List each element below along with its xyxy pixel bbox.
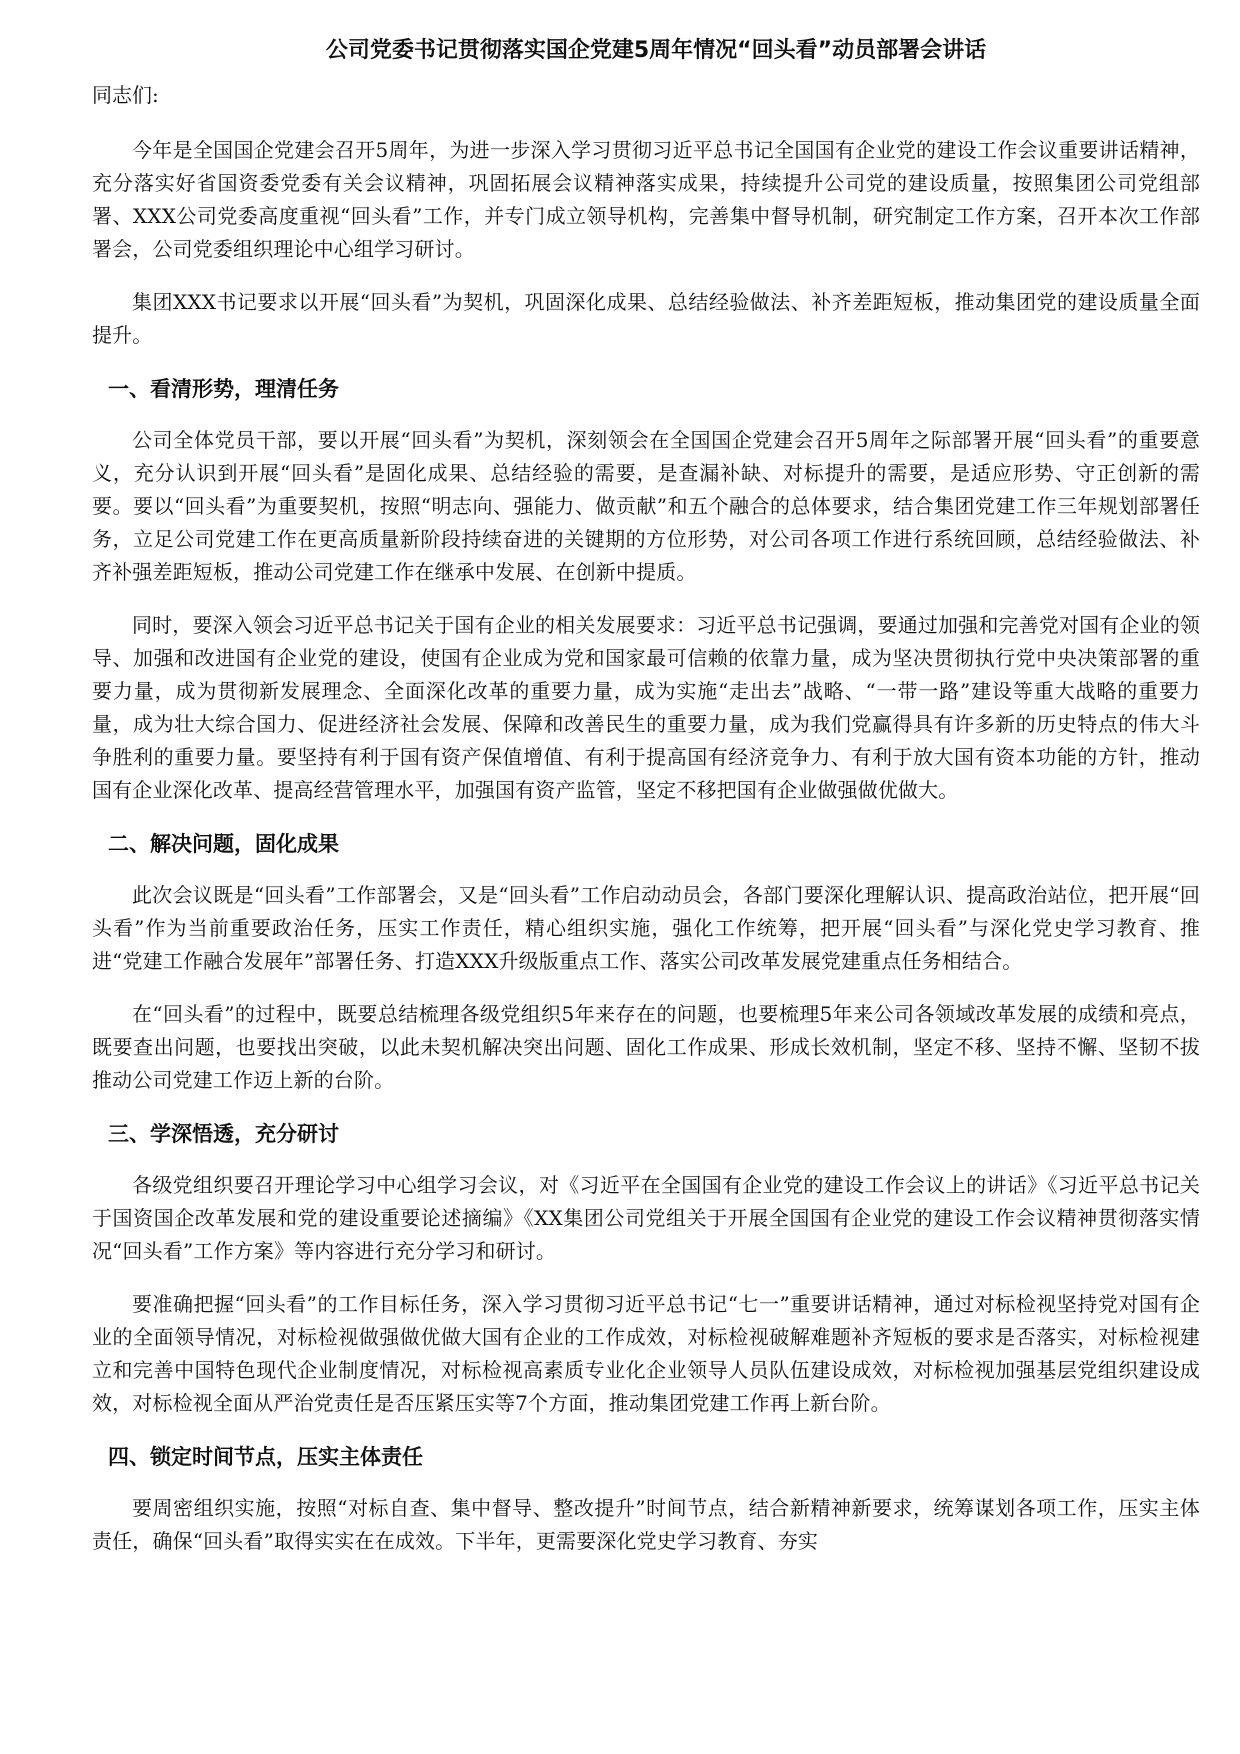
salutation: 同志们: <box>92 83 159 107</box>
section-3-heading: 三、学深悟透，充分研讨 <box>108 1122 339 1146</box>
section-3-paragraph-2: 要准确把握“回头看”的工作目标任务，深入学习贯彻习近平总书记“七一”重要讲话精神，通过对标检视坚持党对国有企业的全面领导情况，对标检视做强做优做大国有企业的工作成效，对标检视破解难题补齐短板的要求是否落实，对标检视建立和完善中国特色现代企业制度情况，对标检视高素质专业化企业领导人员队伍建设成效，对标检视加强基层党组织建设成效，对标检视全面从严治党责任是否压紧压实等7个方面，推动集团党建工作再上新台阶。 <box>92 1292 1200 1415</box>
intro-paragraph-1: 今年是全国国企党建会召开5周年，为进一步深入学习贯彻习近平总书记全国国有企业党的建设工作会议重要讲话精神，充分落实好省国资委党委有关会议精神，巩固拓展会议精神落实成果，持续提升公司党的建设质量，按照集团公司党组部署、XXX公司党委高度重视“回头看”工作，并专门成立领导机构，完善集中督导机制，研究制定工作方案，召开本次工作部署会，公司党委组织理论中心组学习研讨。 <box>92 138 1200 261</box>
section-1-paragraph-1: 公司全体党员干部，要以开展“回头看”为契机，深刻领会在全国国企党建会召开5周年之际部署开展“回头看”的重要意义，充分认识到开展“回头看”是固化成果、总结经验的需要，是查漏补缺、对标提升的需要，是适应形势、守正创新的需要。要以“回头看”为重要契机，按照“明志向、强能力、做贡献”和五个融合的总体要求，结合集团党建工作三年规划部署任务，立足公司党建工作在更高质量新阶段持续奋进的关键期的方位形势，对公司各项工作进行系统回顾，总结经验做法、补齐补强差距短板，推动公司党建工作在继承中发展、在创新中提质。 <box>92 428 1200 584</box>
section-2-paragraph-2: 在“回头看”的过程中，既要总结梳理各级党组织5年来存在的问题，也要梳理5年来公司各领域改革发展的成绩和亮点，既要查出问题，也要找出突破，以此未契机解决突出问题、固化工作成果、形成长效机制，坚定不移、坚持不懈、坚韧不拔推动公司党建工作迈上新的台阶。 <box>92 1002 1200 1092</box>
section-1-heading: 一、看清形势，理清任务 <box>108 377 339 401</box>
section-4-heading: 四、锁定时间节点，压实主体责任 <box>108 1445 423 1469</box>
section-2-heading: 二、解决问题，固化成果 <box>108 832 339 856</box>
document-title: 公司党委书记贯彻落实国企党建5周年情况“回头看”动员部署会讲话 <box>325 38 987 63</box>
section-3-paragraph-1: 各级党组织要召开理论学习中心组学习会议，对《习近平在全国国有企业党的建设工作会议上的讲话》《习近平总书记关于国资国企改革发展和党的建设重要论述摘编》《XX集团公司党组关于开展全国国有企业党的建设工作会议精神贯彻落实情况“回头看”工作方案》等内容进行充分学习和研讨。 <box>92 1173 1200 1263</box>
section-1-paragraph-2: 同时，要深入领会习近平总书记关于国有企业的相关发展要求：习近平总书记强调，要通过加强和完善党对国有企业的领导、加强和改进国有企业党的建设，使国有企业成为党和国家最可信赖的依靠力量，成为坚决贯彻执行党中央决策部署的重要力量，成为贯彻新发展理念、全面深化改革的重要力量，成为实施“走出去”战略、“一带一路”建设等重大战略的重要力量，成为壮大综合国力、促进经济社会发展、保障和改善民生的重要力量，成为我们党赢得具有许多新的历史特点的伟大斗争胜利的重要力量。要坚持有利于国有资产保值增值、有利于提高国有经济竞争力、有利于放大国有资本功能的方针，推动国有企业深化改革、提高经营管理水平，加强国有资产监管，坚定不移把国有企业做强做优做大。 <box>92 613 1200 802</box>
section-4-paragraph-1: 要周密组织实施，按照“对标自查、集中督导、整改提升”时间节点，结合新精神新要求，统筹谋划各项工作，压实主体责任，确保“回头看”取得实实在在成效。下半年，更需要深化党史学习教育、夯实 <box>92 1496 1200 1553</box>
intro-paragraph-2: 集团XXX书记要求以开展“回头看”为契机，巩固深化成果、总结经验做法、补齐差距短板，推动集团党的建设质量全面提升。 <box>92 290 1200 347</box>
section-2-paragraph-1: 此次会议既是“回头看”工作部署会，又是“回头看”工作启动动员会，各部门要深化理解认识、提高政治站位，把开展“回头看”作为当前重要政治任务，压实工作责任，精心组织实施，强化工作统筹，把开展“回头看”与深化党史学习教育、推进“党建工作融合发展年”部署任务、打造XXX升级版重点工作、落实公司改革发展党建重点任务相结合。 <box>92 883 1200 973</box>
